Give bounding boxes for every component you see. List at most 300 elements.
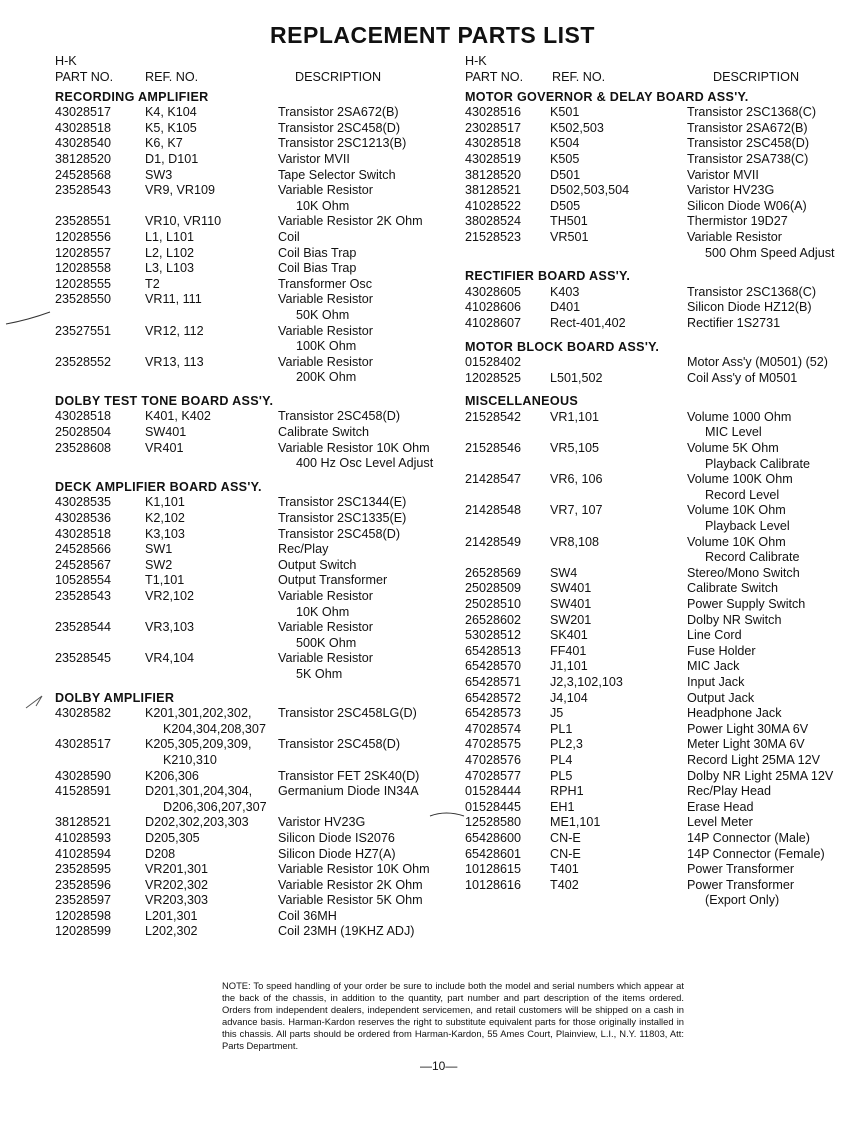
part-number: 24528567 xyxy=(55,557,112,572)
right-column xyxy=(465,54,845,909)
part-number: 23528595 xyxy=(55,862,112,877)
ref-number: SW4 xyxy=(550,565,578,580)
part-description: Coil Ass'y of M0501 xyxy=(687,370,798,385)
part-description: Output Transformer xyxy=(278,573,388,588)
part-description: Coil xyxy=(278,229,300,244)
part-number: 43028518 xyxy=(55,409,112,424)
part-description: Thermistor 19D27 xyxy=(687,214,788,229)
section xyxy=(55,90,445,386)
part-description: Transistor 2SA672(B) xyxy=(278,105,399,120)
part-description: Tape Selector Switch xyxy=(278,167,396,182)
ref-number: D401 xyxy=(550,300,581,315)
parts-row xyxy=(55,558,445,574)
section-title: MOTOR BLOCK BOARD ASS'Y. xyxy=(465,339,660,354)
pen-mark-icon xyxy=(22,690,52,714)
right-sections xyxy=(465,90,845,909)
ref-number: K210,310 xyxy=(163,752,217,767)
section xyxy=(55,394,445,472)
part-description: Variable Resistor xyxy=(278,323,373,338)
ref-number: PL1 xyxy=(550,721,573,736)
parts-row xyxy=(55,324,445,355)
part-number: 43028536 xyxy=(55,511,112,526)
part-description: Variable Resistor xyxy=(278,354,373,369)
section-title: RECTIFIER BOARD ASS'Y. xyxy=(465,269,631,284)
ref-number: J4,104 xyxy=(550,690,588,705)
part-number: 43028590 xyxy=(55,768,112,783)
part-description: Output Switch xyxy=(278,557,357,572)
parts-row xyxy=(465,847,845,863)
part-description: Transistor 2SC458(D) xyxy=(278,120,401,135)
part-number: 21428549 xyxy=(465,534,522,549)
part-description: Power Transformer xyxy=(687,877,795,892)
part-number: 38128521 xyxy=(55,815,112,830)
part-description: 400 Hz Osc Level Adjust xyxy=(296,456,434,471)
part-number: 41028607 xyxy=(465,315,522,330)
parts-row xyxy=(55,495,445,511)
part-description: 5K Ohm xyxy=(296,666,343,681)
part-description: Playback Level xyxy=(705,519,790,534)
part-number: 23028517 xyxy=(465,120,522,135)
parts-row xyxy=(55,121,445,137)
parts-row xyxy=(465,628,845,644)
part-description: Transistor 2SC458(D) xyxy=(278,409,401,424)
ref-number: K504 xyxy=(550,136,580,151)
part-description: Variable Resistor 10K Ohm xyxy=(278,862,430,877)
part-description: 14P Connector (Male) xyxy=(687,830,810,845)
parts-row xyxy=(465,815,845,831)
section xyxy=(55,480,445,683)
part-description: Volume 5K Ohm xyxy=(687,441,779,456)
ref-number: L202,302 xyxy=(145,924,198,939)
part-number: 23528543 xyxy=(55,589,112,603)
part-number: 43028518 xyxy=(465,136,522,151)
pen-mark-icon xyxy=(0,300,60,330)
part-description: 14P Connector (Female) xyxy=(687,846,825,861)
part-description: Variable Resistor 10K Ohm xyxy=(278,440,430,455)
part-number: 43028535 xyxy=(55,495,112,510)
parts-row xyxy=(465,566,845,582)
part-number: 43028519 xyxy=(465,151,522,166)
ref-number: K1,101 xyxy=(145,495,185,510)
ref-number: VR501 xyxy=(550,229,589,244)
ref-number: SW401 xyxy=(550,597,592,611)
part-description: Silicon Diode W06(A) xyxy=(687,198,807,213)
part-description: Calibrate Switch xyxy=(278,425,369,440)
part-number: 21428547 xyxy=(465,472,522,487)
parts-row xyxy=(55,261,445,277)
part-number: 43028517 xyxy=(55,105,112,120)
ref-number: J1,101 xyxy=(550,659,588,674)
part-description: Dolby NR Light 25MA 12V xyxy=(687,768,834,783)
part-description: Variable Resistor xyxy=(278,651,373,666)
ref-number: K505 xyxy=(550,151,580,166)
parts-row xyxy=(55,292,445,323)
part-description: Silicon Diode HZ7(A) xyxy=(278,846,396,861)
ref-number: TH501 xyxy=(550,214,588,229)
ref-number: PL2,3 xyxy=(550,737,583,752)
ref-number: ME1,101 xyxy=(550,815,601,830)
ref-number: D206,306,207,307 xyxy=(163,799,267,814)
section-title: DECK AMPLIFIER BOARD ASS'Y. xyxy=(55,479,262,494)
part-description: Meter Light 30MA 6V xyxy=(687,737,805,752)
parts-row xyxy=(465,503,845,534)
section xyxy=(465,269,845,331)
part-description: Transistor 2SC458(D) xyxy=(278,526,401,541)
parts-row xyxy=(465,613,845,629)
parts-row xyxy=(55,893,445,909)
part-description: Transformer Osc xyxy=(278,276,372,291)
ref-number: K5, K105 xyxy=(145,120,197,135)
parts-row xyxy=(465,371,845,387)
part-description: Record Calibrate xyxy=(705,550,800,565)
parts-row xyxy=(55,105,445,121)
part-description: Coil 36MH xyxy=(278,908,337,923)
part-number: 01528402 xyxy=(465,355,522,370)
parts-row xyxy=(465,831,845,847)
ref-number: VR203,303 xyxy=(145,893,209,908)
ref-no-header: REF. NO. xyxy=(145,69,199,84)
ref-number: VR6, 106 xyxy=(550,472,603,487)
part-description: Power Transformer xyxy=(687,862,795,877)
part-description: Transistor 2SC1344(E) xyxy=(278,495,407,510)
part-number: 12028598 xyxy=(55,908,112,923)
part-description: Input Jack xyxy=(687,674,745,689)
ref-number: K201,301,202,302, xyxy=(145,706,252,721)
parts-row xyxy=(55,441,445,472)
part-number: 65428513 xyxy=(465,643,522,658)
column-headers xyxy=(465,70,845,90)
part-number: 12028525 xyxy=(465,370,522,385)
parts-row xyxy=(55,136,445,152)
section-title: DOLBY TEST TONE BOARD ASS'Y. xyxy=(55,393,274,408)
ref-number: VR202,302 xyxy=(145,877,209,892)
part-number: 26528602 xyxy=(465,612,522,627)
part-number: 24528568 xyxy=(55,167,112,182)
parts-row xyxy=(465,136,845,152)
ref-number: D502,503,504 xyxy=(550,183,630,198)
part-description: 10K Ohm xyxy=(296,198,350,213)
part-description: Transistor 2SC1213(B) xyxy=(278,136,407,151)
part-description: Transistor 2SC458LG(D) xyxy=(278,706,417,721)
parts-row xyxy=(465,753,845,769)
parts-row xyxy=(55,246,445,262)
ref-number: L2, L102 xyxy=(145,245,195,260)
section-title: MOTOR GOVERNOR & DELAY BOARD ASS'Y. xyxy=(465,89,749,104)
parts-row xyxy=(465,535,845,566)
ref-number: SW1 xyxy=(145,542,173,557)
parts-row xyxy=(465,597,845,613)
part-description: 50K Ohm xyxy=(296,307,350,322)
parts-row xyxy=(465,706,845,722)
ref-number: K6, K7 xyxy=(145,136,183,151)
section-title: DOLBY AMPLIFIER xyxy=(55,690,175,705)
part-description: Variable Resistor xyxy=(278,292,373,307)
part-number: 12028557 xyxy=(55,245,112,260)
parts-row xyxy=(55,168,445,184)
page-number: —10— xyxy=(420,1059,458,1073)
parts-row xyxy=(465,355,845,371)
part-number: 41528591 xyxy=(55,784,112,799)
parts-row xyxy=(55,277,445,293)
part-number: 12028556 xyxy=(55,229,112,244)
part-number: 12528580 xyxy=(465,815,522,830)
part-number: 47028577 xyxy=(465,768,522,783)
ref-number: SW3 xyxy=(145,167,173,182)
ref-number: EH1 xyxy=(550,799,575,814)
part-number: 23528597 xyxy=(55,893,112,908)
part-description: Erase Head xyxy=(687,799,754,814)
part-number: 23528608 xyxy=(55,440,112,455)
ref-number: T402 xyxy=(550,877,579,892)
part-number: 24528566 xyxy=(55,542,112,557)
part-description: Varistor HV23G xyxy=(278,815,366,830)
ref-number: VR8,108 xyxy=(550,534,600,549)
ref-number: J2,3,102,103 xyxy=(550,674,623,689)
ref-number: CN-E xyxy=(550,830,581,845)
ref-number: D202,302,203,303 xyxy=(145,815,249,830)
parts-row xyxy=(55,831,445,847)
ref-number: K401, K402 xyxy=(145,409,211,424)
parts-row xyxy=(55,706,445,737)
parts-row xyxy=(55,230,445,246)
part-description: Silicon Diode IS2076 xyxy=(278,830,395,845)
part-number: 65428571 xyxy=(465,674,522,689)
part-description: Transistor 2SC1368(C) xyxy=(687,284,817,299)
part-description: Variable Resistor 2K Ohm xyxy=(278,877,423,892)
part-number: 38128521 xyxy=(465,183,522,198)
left-column xyxy=(55,54,445,940)
part-number: 41028606 xyxy=(465,300,522,315)
part-number: 43028517 xyxy=(55,737,112,752)
part-description: Rectifier 1S2731 xyxy=(687,315,781,330)
section xyxy=(465,90,845,262)
part-description: Transistor 2SC458(D) xyxy=(278,737,401,752)
part-number: 12028558 xyxy=(55,261,112,276)
part-no-header: PART NO. xyxy=(465,69,524,84)
ref-number: K3,103 xyxy=(145,526,185,541)
part-number: 47028576 xyxy=(465,752,522,767)
ref-number: L501,502 xyxy=(550,370,603,385)
part-number: 65428572 xyxy=(465,690,522,705)
part-number: 43028540 xyxy=(55,136,112,151)
ref-number: T401 xyxy=(550,862,579,877)
parts-row xyxy=(465,722,845,738)
ref-number: CN-E xyxy=(550,846,581,861)
ref-number: VR5,105 xyxy=(550,441,600,456)
part-number: 65428601 xyxy=(465,846,522,861)
ref-number: PL5 xyxy=(550,768,573,783)
part-description: Transistor 2SA738(C) xyxy=(687,151,809,166)
ref-number: D505 xyxy=(550,198,581,213)
part-description: Record Level xyxy=(705,487,780,502)
part-number: 41028522 xyxy=(465,198,522,213)
part-number: 23528545 xyxy=(55,651,112,666)
ref-number: SW201 xyxy=(550,612,592,627)
ref-number: SW401 xyxy=(550,581,592,596)
parts-row xyxy=(55,784,445,815)
part-description: Transistor 2SA672(B) xyxy=(687,120,808,135)
parts-row xyxy=(465,675,845,691)
ref-number: VR9, VR109 xyxy=(145,183,216,198)
part-description: Germanium Diode IN34A xyxy=(278,784,419,799)
ref-number: L201,301 xyxy=(145,908,198,923)
part-number: 23528543 xyxy=(55,183,112,198)
part-description: Transistor 2SC458(D) xyxy=(687,136,810,151)
parts-row xyxy=(465,316,845,332)
page-title: REPLACEMENT PARTS LIST xyxy=(270,22,595,48)
parts-row xyxy=(55,355,445,386)
ref-number: K206,306 xyxy=(145,768,199,783)
part-number: 65428573 xyxy=(465,706,522,721)
part-number: 10128616 xyxy=(465,877,522,892)
parts-row xyxy=(465,691,845,707)
part-number: 47028575 xyxy=(465,737,522,752)
ref-no-header: REF. NO. xyxy=(552,69,606,84)
description-header: DESCRIPTION xyxy=(295,69,382,84)
part-description: Record Light 25MA 12V xyxy=(687,752,821,767)
ref-number: VR1,101 xyxy=(550,409,600,424)
part-description: Calibrate Switch xyxy=(687,581,778,596)
ref-number: D208 xyxy=(145,846,176,861)
part-description: Line Cord xyxy=(687,628,742,643)
parts-row xyxy=(55,909,445,925)
part-description: Output Jack xyxy=(687,690,755,705)
part-number: 43028516 xyxy=(465,105,522,120)
ref-number: SW2 xyxy=(145,557,173,572)
part-number: 01528444 xyxy=(465,784,522,799)
ref-number: K4, K104 xyxy=(145,105,197,120)
ref-number: PL4 xyxy=(550,752,573,767)
parts-row xyxy=(465,168,845,184)
part-number: 38128520 xyxy=(465,167,522,182)
parts-row xyxy=(55,425,445,441)
ref-number: J5 xyxy=(550,706,564,721)
parts-row xyxy=(55,542,445,558)
part-number: 38028524 xyxy=(465,214,522,229)
parts-row xyxy=(55,573,445,589)
part-number: 23528550 xyxy=(55,292,112,307)
part-description: Variable Resistor 5K Ohm xyxy=(278,893,423,908)
part-number: 21428548 xyxy=(465,503,522,518)
part-number: 43028582 xyxy=(55,706,112,721)
part-description: Variable Resistor xyxy=(278,183,373,198)
ref-number: L3, L103 xyxy=(145,261,195,276)
part-description: 100K Ohm xyxy=(296,339,357,354)
part-description: Fuse Holder xyxy=(687,643,756,658)
part-description: Rec/Play xyxy=(278,542,329,557)
part-description: Variable Resistor 2K Ohm xyxy=(278,214,423,229)
hk-label: H-K xyxy=(465,54,487,68)
part-description: MIC Level xyxy=(705,425,762,440)
section xyxy=(55,691,445,941)
ref-number: L1, L101 xyxy=(145,229,195,244)
ref-number: VR10, VR110 xyxy=(145,214,222,229)
part-number: 23528596 xyxy=(55,877,112,892)
part-description: Variable Resistor xyxy=(278,620,373,635)
parts-row xyxy=(465,769,845,785)
part-description: Coil 23MH (19KHZ ADJ) xyxy=(278,924,415,939)
parts-row xyxy=(55,527,445,543)
left-sections xyxy=(55,90,445,940)
section-title: MISCELLANEOUS xyxy=(465,394,579,409)
part-number: 38128520 xyxy=(55,151,112,166)
part-number: 23527551 xyxy=(55,323,112,338)
ref-number: VR4,104 xyxy=(145,651,195,666)
part-description: Varistor HV23G xyxy=(687,183,775,198)
ref-number: K205,305,209,309, xyxy=(145,737,252,752)
part-description: Power Light 30MA 6V xyxy=(687,721,809,736)
part-description: Coil Bias Trap xyxy=(278,245,357,260)
parts-row xyxy=(55,862,445,878)
ref-number: VR7, 107 xyxy=(550,503,603,518)
part-no-header: PART NO. xyxy=(55,69,114,84)
part-number: 23528552 xyxy=(55,354,112,369)
part-description: Motor Ass'y (M0501) (52) xyxy=(687,355,828,370)
parts-row xyxy=(465,862,845,878)
ref-number: Rect-401,402 xyxy=(550,315,626,330)
ref-number: VR13, 113 xyxy=(145,354,204,369)
part-description: (Export Only) xyxy=(705,893,780,908)
part-number: 23528544 xyxy=(55,620,112,635)
part-description: 500 Ohm Speed Adjust xyxy=(705,245,835,260)
parts-row xyxy=(465,659,845,675)
parts-row xyxy=(465,472,845,503)
part-number: 65428570 xyxy=(465,659,522,674)
parts-row xyxy=(55,214,445,230)
part-number: 41028594 xyxy=(55,846,112,861)
column-headers xyxy=(55,70,445,90)
parts-row xyxy=(55,152,445,168)
section xyxy=(465,340,845,387)
ref-number: FF401 xyxy=(550,643,587,658)
part-description: Silicon Diode HZ12(B) xyxy=(687,300,812,315)
ref-number: D205,305 xyxy=(145,830,200,845)
part-description: Varistor MVII xyxy=(278,151,350,166)
order-note: NOTE: To speed handling of your order be sure to include both the model and serial numbers which appear at the back of the chassis, in addition to the quantity, part number and part description of the items ordered. Orders from independent dealers, independent servicemen, and retail customers will be shipped on a cash in advance basis. Harman-Kardon reserves the right to substitute equivalent parts for those originally installed in this chassis. All parts should be ordered from Harman-Kardon, 55 Ames Court, Plainview, L.I., N.Y. 11803, Att: Parts Department. xyxy=(222,980,684,1052)
parts-row xyxy=(55,183,445,214)
parts-row xyxy=(465,285,845,301)
part-description: Varistor MVII xyxy=(687,167,759,182)
part-number: 43028518 xyxy=(55,120,112,135)
ref-number: K403 xyxy=(550,284,580,299)
part-description: Volume 10K Ohm xyxy=(687,503,786,518)
part-description: 200K Ohm xyxy=(296,370,357,385)
part-number: 43028518 xyxy=(55,526,112,541)
ref-number: D1, D101 xyxy=(145,151,199,166)
description-header: DESCRIPTION xyxy=(713,69,800,84)
ref-number: VR201,301 xyxy=(145,862,209,877)
ref-number: D501 xyxy=(550,167,581,182)
part-number: 26528569 xyxy=(465,565,522,580)
parts-row xyxy=(465,214,845,230)
parts-row xyxy=(465,878,845,909)
part-number: 65428600 xyxy=(465,830,522,845)
part-number: 53028512 xyxy=(465,628,522,643)
ref-number: VR11, 111 xyxy=(145,292,202,307)
parts-row xyxy=(465,183,845,199)
ref-number: SW401 xyxy=(145,425,187,440)
parts-row xyxy=(465,581,845,597)
part-number: 21528546 xyxy=(465,441,522,456)
parts-row xyxy=(55,737,445,768)
part-number: 41028593 xyxy=(55,830,112,845)
part-description: Volume 100K Ohm xyxy=(687,472,793,487)
parts-row xyxy=(55,651,445,682)
parts-row xyxy=(465,199,845,215)
parts-row xyxy=(55,409,445,425)
part-description: Volume 1000 Ohm xyxy=(687,409,792,424)
parts-row xyxy=(55,878,445,894)
